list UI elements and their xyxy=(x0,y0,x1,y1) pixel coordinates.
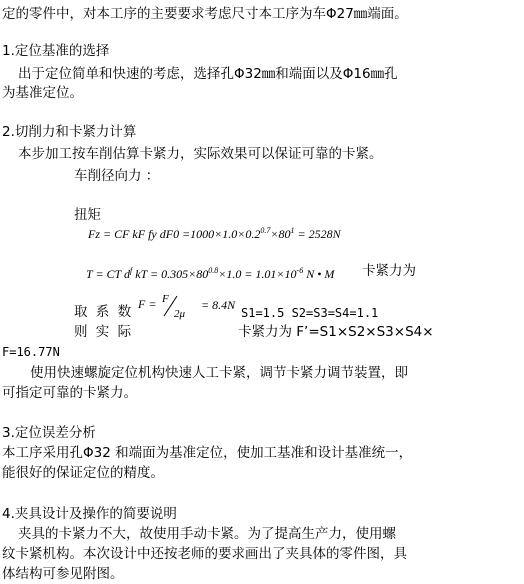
torque-equation-left: T = CT d xyxy=(86,267,131,281)
force-equation xyxy=(88,223,341,242)
coefficients: S1=1.5 S2=S3=S4=1.1 xyxy=(241,306,379,320)
clamp-force-label: 卡紧力为 xyxy=(362,263,416,279)
torque-equation-unit: N • M xyxy=(303,267,335,281)
section-1-paragraph: 出于定位简单和快速的考虑，选择孔Φ32㎜和端面以及Φ16㎜孔 xyxy=(18,66,398,82)
force-equation-result: = 2528N xyxy=(297,227,341,241)
torque-equation xyxy=(86,263,334,282)
actual-clamp-result: F=16.77N xyxy=(2,345,60,359)
safety-coefficient-label: 取 系 数 xyxy=(74,304,134,320)
force-exp-2: 1 xyxy=(290,226,295,235)
torque-exp: 0.8 xyxy=(208,266,219,275)
actual-clamp-label: 则 实 际 xyxy=(74,324,134,340)
section-3-paragraph-cont: 能很好的保证定位的精度。 xyxy=(2,465,164,481)
section-1-heading: 1.定位基准的选择 xyxy=(2,43,110,59)
force-exp: 0.7 xyxy=(260,226,271,235)
section-4-paragraph-end: 体结构可参见附图。 xyxy=(2,566,124,582)
section-2-heading: 2.切削力和卡紧力计算 xyxy=(2,124,137,140)
section-2-paragraph-3: 可指定可靠的卡紧力。 xyxy=(2,385,137,401)
actual-clamp-equation: 卡紧力为 F’=S1×S2×S3×S4× xyxy=(238,324,434,340)
radial-force-label: 车削径向力 ： xyxy=(74,168,160,184)
torque-equation-k: kT = 0.305×80 xyxy=(132,267,209,281)
section-3-paragraph: 本工序采用孔Φ32 和端面为基准定位，使加工基准和设计基准统一， xyxy=(2,445,413,461)
section-2-paragraph-2: 使用快速螺旋定位机构快速人工卡紧，调节卡紧力调节装置，即 xyxy=(30,365,408,381)
fraction-denominator: 2μ xyxy=(174,308,186,320)
torque-exp-2: -6 xyxy=(296,266,304,275)
section-2-paragraph: 本步加工按车削估算卡紧力，实际效果可以保证可靠的卡紧。 xyxy=(18,146,383,162)
section-3-heading: 3.定位误差分析 xyxy=(2,425,96,441)
fraction-lhs: F = xyxy=(138,297,157,311)
fraction-numerator: F xyxy=(162,293,169,305)
section-4-paragraph: 夹具的卡紧力不大，故使用手动卡紧。为了提高生产力，使用螺 xyxy=(18,526,396,542)
fraction-result: = 8.4N xyxy=(201,298,236,312)
force-equation-main: Fz = CF kF fy dF0 =1000×1.0×0.2 xyxy=(88,227,261,241)
torque-equation-rest: ×1.0 = 1.01×10 xyxy=(218,267,297,281)
section-4-paragraph-cont: 纹卡紧机构。本次设计中还按老师的要求画出了夹具体的零件图，具 xyxy=(2,546,407,562)
torque-equation-mid: f xyxy=(130,266,133,275)
torque-label: 扭矩 xyxy=(74,207,101,223)
force-equation-tail: ×80 xyxy=(270,227,291,241)
section-1-paragraph-cont: 为基准定位。 xyxy=(2,85,83,101)
section-4-heading: 4.夹具设计及操作的简要说明 xyxy=(2,506,177,522)
intro-line: 定的零件中，对本工序的主要要求考虑尺寸本工序为车Φ27㎜端面。 xyxy=(2,6,408,22)
